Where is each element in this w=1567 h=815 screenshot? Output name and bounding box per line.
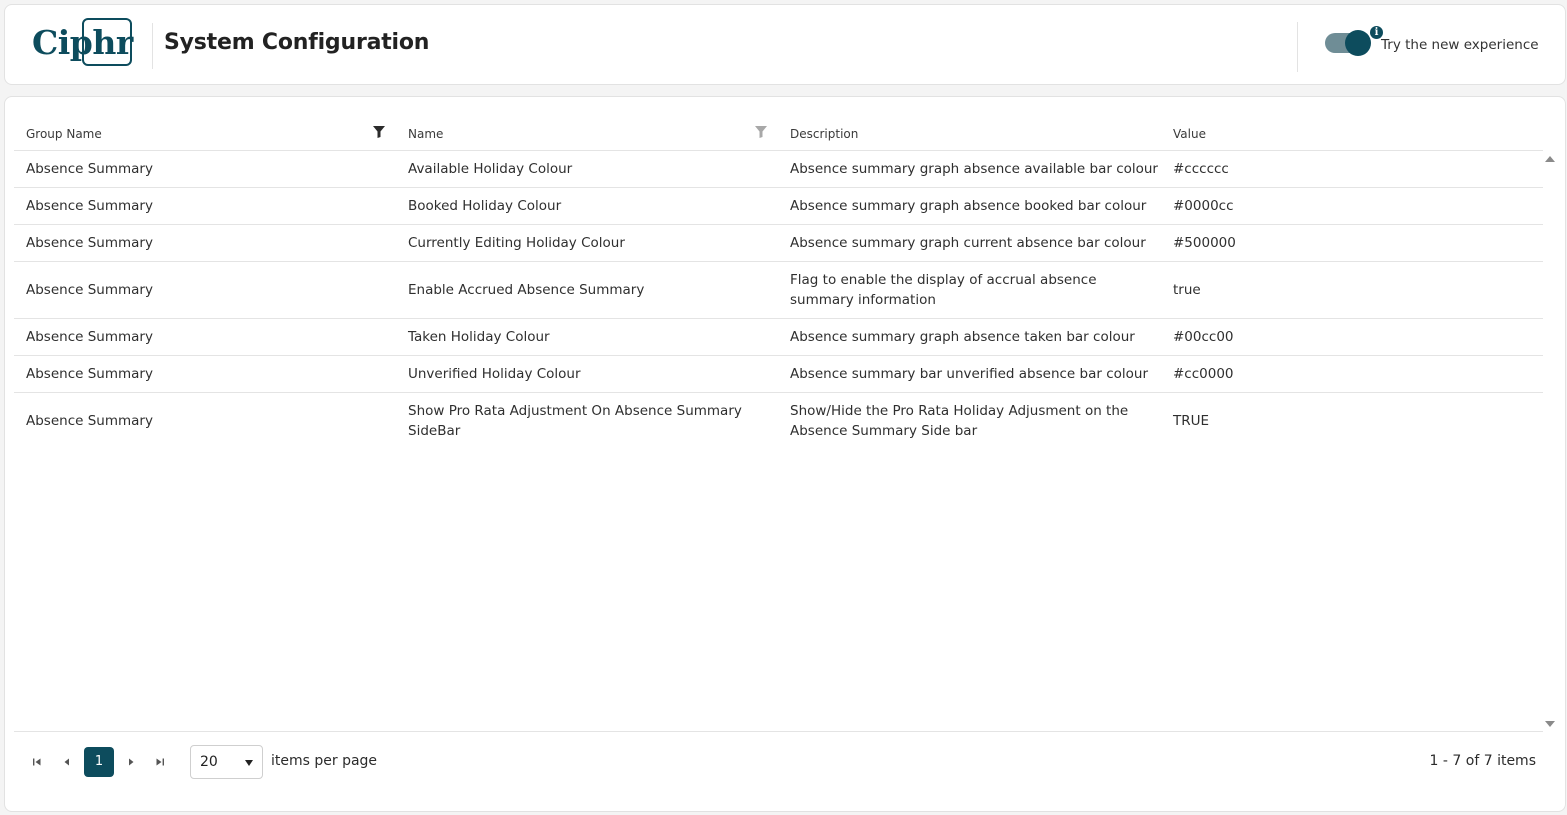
table-row[interactable] (14, 188, 1543, 225)
cell-name: Unverified Holiday Colour (408, 366, 581, 382)
cell-value: true (1173, 282, 1201, 298)
cell-description: Absence summary bar unverified absence bar colour (790, 366, 1149, 382)
cell-name: Available Holiday Colour (408, 161, 573, 177)
cell-description: Absence summary graph absence booked bar colour (790, 198, 1147, 214)
scroll-down-arrow-icon[interactable] (1545, 721, 1555, 727)
cell-description: Absence summary graph absence taken bar colour (790, 329, 1135, 345)
cell-name: Booked Holiday Colour (408, 198, 562, 214)
cell-group: Absence Summary (26, 161, 153, 177)
grid-header (14, 113, 1543, 151)
cell-description: Absence summary graph absence available bar colour (790, 161, 1158, 177)
next-page-icon[interactable] (123, 754, 139, 770)
cell-group: Absence Summary (26, 198, 153, 214)
caret-down-icon (245, 760, 253, 766)
info-icon[interactable]: i (1370, 26, 1383, 39)
scroll-up-arrow-icon[interactable] (1545, 156, 1555, 162)
page-size-value: 20 (200, 754, 218, 770)
header-divider (152, 23, 153, 69)
previous-page-icon[interactable] (59, 754, 75, 770)
cell-value: #cccccc (1173, 161, 1229, 177)
cell-value: #500000 (1173, 235, 1236, 251)
new-experience-label: Try the new experience (1381, 37, 1539, 53)
cell-group: Absence Summary (26, 366, 153, 382)
cell-group: Absence Summary (26, 329, 153, 345)
toggle-knob (1345, 30, 1371, 56)
cell-description: Absence summary graph current absence bar colour (790, 235, 1146, 251)
first-page-icon[interactable] (29, 754, 45, 770)
page-size-select[interactable] (190, 745, 263, 779)
cell-name: Currently Editing Holiday Colour (408, 235, 625, 251)
cell-name: Enable Accrued Absence Summary (408, 282, 645, 298)
cell-value: #00cc00 (1173, 329, 1234, 345)
page-number-current[interactable]: 1 (84, 747, 114, 777)
column-header-name[interactable]: Name (408, 127, 444, 141)
cell-name: Show Pro Rata Adjustment On Absence Summary SideBar (408, 403, 742, 439)
cell-value: #cc0000 (1173, 366, 1234, 382)
new-experience-toggle[interactable] (1325, 33, 1369, 53)
cell-description: Flag to enable the display of accrual absence summary information (790, 272, 1097, 308)
cell-group: Absence Summary (26, 235, 153, 251)
column-header-group-name[interactable]: Group Name (26, 127, 102, 141)
page-title: System Configuration (164, 30, 430, 55)
group-name-filter-icon[interactable] (373, 126, 385, 138)
last-page-icon[interactable] (152, 754, 168, 770)
logo-text: Ciphr (32, 22, 133, 62)
table-row[interactable] (14, 393, 1543, 450)
pager (14, 733, 1543, 793)
table-row[interactable] (14, 225, 1543, 262)
table-row[interactable] (14, 262, 1543, 319)
name-filter-icon[interactable] (755, 126, 767, 138)
header-divider-right (1297, 22, 1298, 72)
page-size-label: items per page (271, 753, 378, 769)
table-row[interactable] (14, 319, 1543, 356)
table-row[interactable] (14, 356, 1543, 393)
cell-group: Absence Summary (26, 282, 153, 298)
ciphr-logo[interactable] (32, 18, 132, 66)
vertical-scrollbar[interactable] (1543, 151, 1557, 732)
cell-value: TRUE (1173, 413, 1210, 429)
column-header-value[interactable]: Value (1173, 127, 1206, 141)
cell-description: Show/Hide the Pro Rata Holiday Adjusment on the Absence Summary Side bar (790, 403, 1129, 439)
cell-group: Absence Summary (26, 413, 153, 429)
cell-name: Taken Holiday Colour (408, 329, 550, 345)
table-row[interactable] (14, 151, 1543, 188)
pager-info: 1 - 7 of 7 items (1429, 753, 1536, 769)
cell-value: #0000cc (1173, 198, 1234, 214)
column-header-description[interactable]: Description (790, 127, 859, 141)
grid-body (14, 151, 1543, 732)
